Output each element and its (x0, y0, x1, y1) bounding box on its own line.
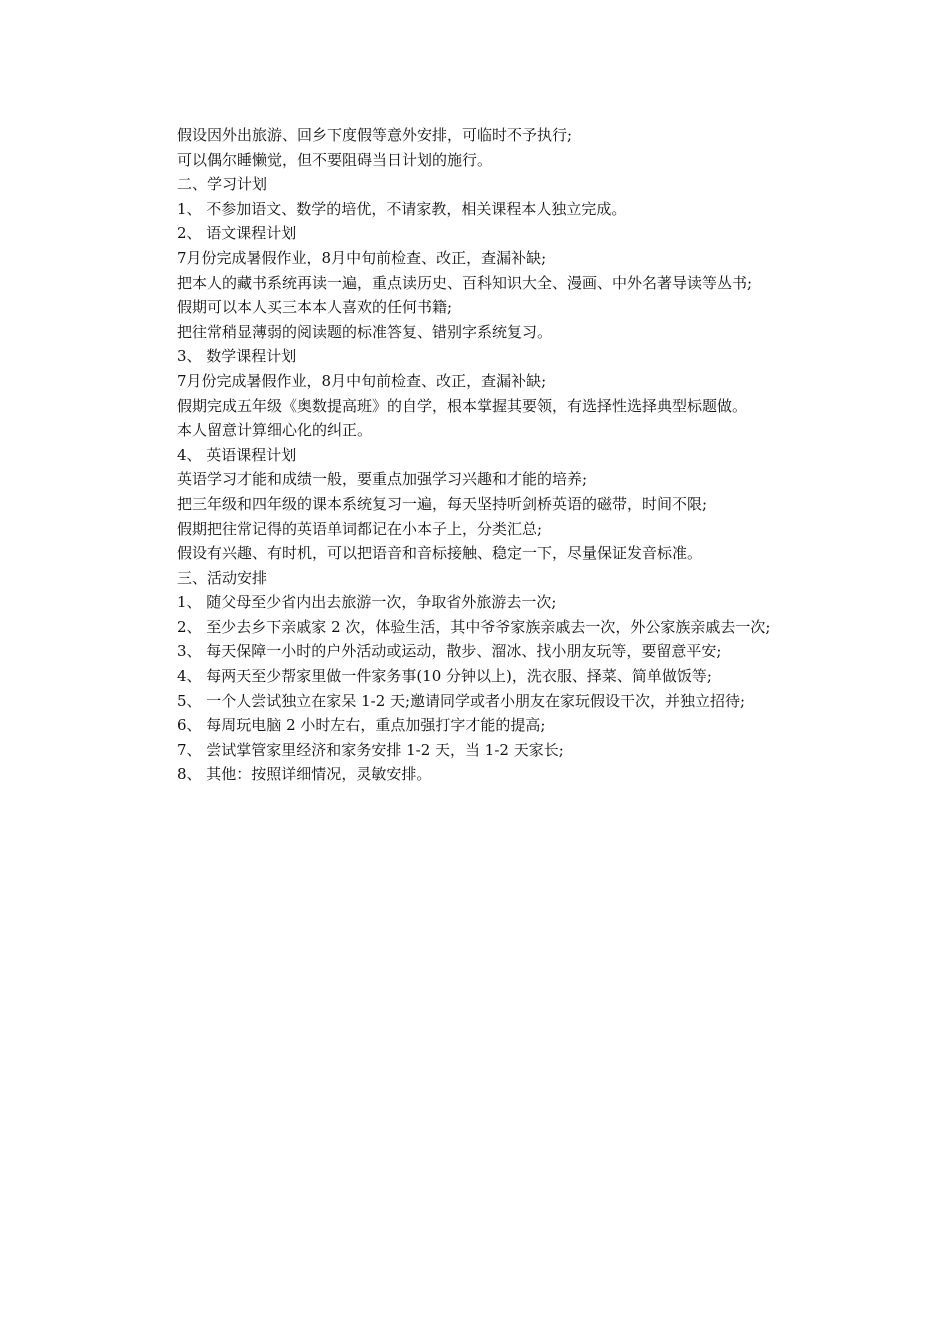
list-item: 1、 随父母至少省内出去旅游一次，争取省外旅游去一次; (177, 593, 557, 612)
paragraph: 把本人的藏书系统再读一遍，重点读历史、百科知识大全、漫画、中外名著导读等丛书; (177, 273, 753, 292)
paragraph: 7月份完成暑假作业，8月中旬前检查、改正，查漏补缺; (177, 248, 547, 267)
list-item: 6、 每周玩电脑 2 小时左右，重点加强打字才能的提高; (177, 716, 546, 735)
section-heading: 二、学习计划 (177, 175, 268, 194)
list-item: 1、 不参加语文、数学的培优，不请家教，相关课程本人独立完成。 (177, 199, 627, 218)
list-item: 3、 数学课程计划 (177, 347, 297, 366)
list-item: 2、 语文课程计划 (177, 224, 297, 243)
paragraph: 假期把往常记得的英语单词都记在小本子上，分类汇总; (177, 519, 543, 538)
paragraph: 假期完成五年级《奥数提高班》的自学，根本掌握其要领，有选择性选择典型标题做。 (177, 396, 748, 415)
paragraph: 假设有兴趣、有时机，可以把语音和音标接触、稳定一下，尽量保证发音标准。 (177, 544, 703, 563)
document-body (145, 123, 810, 787)
paragraph: 7月份完成暑假作业，8月中旬前检查、改正，查漏补缺; (177, 371, 547, 390)
paragraph: 假期可以本人买三本本人喜欢的任何书籍; (177, 298, 453, 317)
paragraph: 把往常稍显薄弱的阅读题的标准答复、错别字系统复习。 (177, 322, 553, 341)
paragraph: 把三年级和四年级的课本系统复习一遍，每天坚持听剑桥英语的磁带，时间不限; (177, 494, 708, 513)
list-item: 5、 一个人尝试独立在家呆 1-2 天;邀请同学或者小朋友在家玩假设干次，并独立招待; (177, 691, 746, 710)
list-item: 4、 英语课程计划 (177, 445, 297, 464)
list-item: 7、 尝试掌管家里经济和家务安排 1-2 天，当 1-2 天家长; (177, 740, 564, 759)
paragraph: 英语学习才能和成绩一般，要重点加强学习兴趣和才能的培养; (177, 470, 588, 489)
list-item: 2、 至少去乡下亲戚家 2 次，体验生活，其中爷爷家族亲戚去一次，外公家族亲戚去一次; (177, 617, 771, 636)
section-heading: 三、活动安排 (177, 568, 268, 587)
paragraph: 假设因外出旅游、回乡下度假等意外安排，可临时不予执行; (177, 126, 573, 144)
paragraph: 本人留意计算细心化的纠正。 (177, 421, 373, 440)
list-item: 4、 每两天至少帮家里做一件家务事(10 分钟以上)，洗衣服、择菜、简单做饭等; (177, 667, 712, 686)
list-item: 3、 每天保障一小时的户外活动或运动，散步、溜冰、找小朋友玩等，要留意平安; (177, 642, 722, 661)
paragraph: 可以偶尔睡懒觉，但不要阻碍当日计划的施行。 (177, 150, 493, 169)
list-item: 8、 其他：按照详细情况，灵敏安排。 (177, 765, 432, 784)
